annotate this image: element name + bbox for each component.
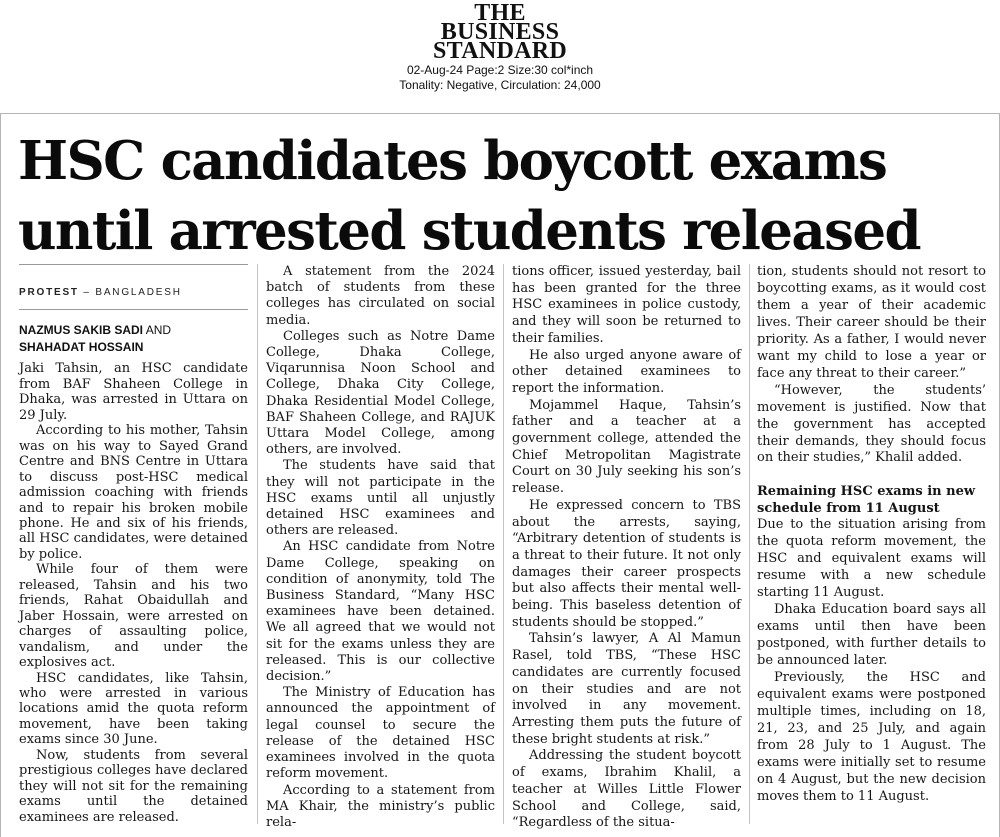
kicker-rule-top: [19, 264, 248, 265]
paragraph: Jaki Tahsin, an HSC candidate from BAF Shaheen College in Dhaka, was arrested in Uttara on 29 July.: [19, 361, 248, 423]
masthead: [0, 0, 1000, 93]
byline: [19, 322, 248, 356]
paragraph: He also urged anyone aware of other detained examinees to report the information.: [512, 347, 741, 396]
paragraph: Due to the situation arising from the quota reform movement, the HSC and equivalent exams will resume with a new schedule starting 11 August.: [757, 517, 986, 601]
paragraph: “However, the students’ movement is justified. Now that the government has accepted their demands, they should focus on their studies,” Khalil added.: [757, 382, 986, 466]
paragraph: According to his mother, Tahsin was on his way to Sayed Grand Centre and BNS Centre in Uttara to discuss post-HSC medical admission coaching with friends and to repair his broken mobile phone. He and six of his friends, all HSC candidates, were detained by police.: [19, 423, 248, 562]
paragraph: Tahsin’s lawyer, A Al Mamun Rasel, told TBS, “These HSC candidates are currently focused on their studies and are not involved in any movement. Arresting them puts the future of these bright students at risk.”: [512, 631, 741, 747]
paragraph: A statement from the 2024 batch of students from these colleges has circulated on social media.: [266, 264, 495, 328]
logo-line-2: BUSINESS: [440, 19, 560, 45]
clipping-meta-line-1: 02-Aug-24 Page:2 Size:30 col*inch: [406, 63, 594, 77]
paragraph: tions officer, issued yesterday, bail has been granted for the three HSC examinees in police custody, and they will soon be returned to their families.: [512, 264, 741, 346]
byline-and: AND: [143, 323, 172, 338]
article-column-1: [19, 264, 248, 825]
paragraph: tion, students should not resort to boycotting exams, as it would cost them a year of their academic lives. Their career should be their priority. As a father, I would never want my child to lose a year or face any threat to their career.”: [757, 264, 986, 381]
publication-logo: [0, 0, 1000, 64]
kicker-rule-bottom: [19, 309, 248, 310]
paragraph: Previously, the HSC and equivalent exams were postponed multiple times, including on 18, 21, 23, and 25 July, and again from 28 July to 1 August. The exams were initially set to resume on 4 August, but the new decision moves them to 11 August.: [757, 670, 986, 804]
column-divider: [749, 264, 750, 824]
paragraph: Colleges such as Notre Dame College, Dhaka College, Viqarunnisa Noon School and College, Dhaka City College, Dhaka Residential Model College, BAF Shaheen College, and RAJUK Uttara Model College, among others, are involved.: [266, 328, 495, 458]
paragraph: He expressed concern to TBS about the arrests, saying, “Arbitrary detention of students is a threat to their future. It not only damages their career prospects but also affects their mental well-being. This baseless detention of students should be stopped.”: [512, 497, 741, 630]
article-column-3: [512, 264, 741, 832]
paragraph: While four of them were released, Tahsin and his two friends, Rahat Obaidullah and Jaber Hossain, were arrested on charges of assaulting police, vandalism, and under the explosives act.: [19, 562, 248, 671]
section-kicker: [19, 285, 248, 300]
paragraph: Now, students from several prestigious colleges have declared they will not sit for the remaining exams until the detained examinees are released.: [19, 747, 248, 825]
article-subhead: Remaining HSC exams in new schedule from 11 August: [757, 484, 976, 517]
paragraph: The students have said that they will not participate in the HSC exams until all unjustly detained HSC examinees and others are released.: [266, 458, 495, 539]
clipping-meta: [0, 63, 1000, 93]
column-divider: [257, 264, 258, 824]
paragraph: Dhaka Education board says all exams until then have been postponed, with further details to be announced later.: [757, 602, 986, 669]
clipping-left-border: [0, 113, 1, 837]
paragraph: According to a statement from MA Khair, the ministry’s public rela-: [266, 782, 495, 830]
clipping-meta-line-2: Tonality: Negative, Circulation: 24,000: [399, 78, 601, 92]
paragraph: HSC candidates, like Tahsin, who were arrested in various locations amid the quota reform movement, have been taking exams since 30 June.: [19, 670, 248, 748]
author-2: SHAHADAT HOSSAIN: [19, 340, 144, 355]
kicker-region: BANGLADESH: [95, 287, 182, 298]
paragraph: Mojammel Haque, Tahsin’s father and a teacher at a government college, attended the Chief Metropolitan Magistrate Court on 30 July seeking his son’s release.: [512, 397, 741, 497]
article-column-4: [757, 264, 986, 806]
paragraph: An HSC candidate from Notre Dame College, speaking on condition of anonymity, told The Business Standard, “Many HSC examinees have been detained. We all agreed that we would not sit for the exams unless they are released. This is our collective decision.”: [266, 539, 495, 685]
clipping-top-border: [0, 113, 1000, 114]
article-column-2: [266, 264, 495, 831]
paragraph: The Ministry of Education has announced the appointment of legal counsel to secure the release of the detained HSC examinees involved in the quota reform movement.: [266, 685, 495, 782]
kicker-separator: –: [78, 287, 96, 298]
article-headline: HSC candidates boycott exams until arrested students released: [18, 130, 920, 262]
column-divider: [503, 264, 504, 824]
author-1: NAZMUS SAKIB SADI: [19, 323, 144, 338]
logo-line-1: THE: [474, 0, 526, 26]
paragraph: Addressing the student boycott of exams, Ibrahim Khalil, a teacher at Willes Little Flower School and College, said, “Regardless of the situa-: [512, 748, 741, 831]
logo-line-3: STANDARD: [433, 38, 567, 64]
kicker-section: PROTEST: [19, 287, 79, 298]
